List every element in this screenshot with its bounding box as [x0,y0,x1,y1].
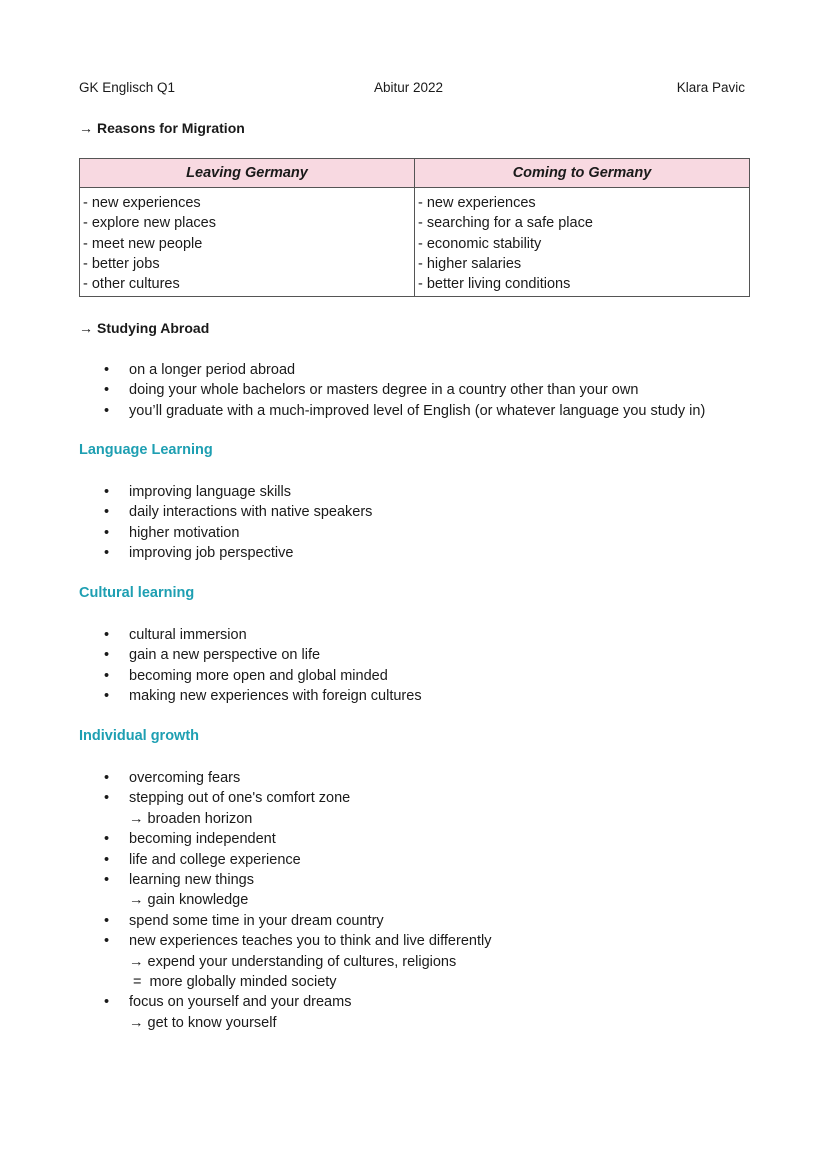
bullet-icon: • [104,994,110,1011]
list-item: • higher motivation [104,523,372,543]
leaving-item: - explore new places [83,215,216,232]
leaving-item: - better jobs [83,255,160,272]
list-item: • becoming more open and global minded [104,666,422,686]
bullet-icon: • [104,831,110,848]
bullet-icon: • [104,504,110,521]
col-header-leaving: Leaving Germany [80,159,415,188]
bullet-icon: • [104,484,110,500]
bullet-icon: • [104,402,110,419]
reasons-heading [79,120,245,136]
page-header [79,80,745,98]
list-item: • focus on yourself and your dreams → get to know yourself [104,992,491,1033]
col-header-coming: Coming to Germany [415,159,750,188]
arrow-right-icon: → [79,320,93,336]
individual-list [104,768,491,1033]
sub-point: → get to know yourself [129,1014,277,1031]
list-item: • cultural immersion [104,625,422,645]
bullet-icon: • [104,647,110,664]
list-item: • stepping out of one's comfort zone → broaden horizon [104,788,491,829]
leaving-item: - meet new people [83,235,203,252]
language-list [104,482,372,564]
bullet-icon: • [104,770,110,786]
author-label: Klara Pavic [676,80,745,95]
coming-item: - new experiences [418,195,536,211]
bullet-icon: • [104,912,110,929]
bullet-icon: • [104,872,110,889]
list-item: • spend some time in your dream country [104,911,491,931]
sub-point: = more globally minded society [129,974,337,991]
bullet-icon: • [104,382,110,399]
bullet-icon: • [104,524,110,541]
list-item: • improving job perspective [104,543,372,563]
coming-item: - economic stability [418,235,542,252]
course-label: GK Englisch Q1 [79,80,176,95]
list-item: • gain a new perspective on life [104,645,422,665]
coming-cell [415,188,750,297]
individual-growth-heading: Individual growth [79,728,200,744]
bullet-icon: • [104,933,110,950]
cultural-list [104,625,422,707]
list-item: • life and college experience [104,850,491,870]
reasons-title: Reasons for Migration [97,120,245,136]
leaving-item: - other cultures [83,276,180,293]
list-item: • doing your whole bachelors or masters degree in a country other than your own [104,380,705,400]
arrow-right-icon: → [79,120,93,136]
leaving-item: - new experiences [83,195,201,211]
migration-reasons-table [79,158,750,297]
list-item: • learning new things → gain knowledge [104,870,491,911]
sub-point: → gain knowledge [129,892,249,909]
list-item: • overcoming fears [104,768,491,788]
studying-title: Studying Abroad [97,320,210,336]
bullet-icon: • [104,790,110,807]
leaving-cell [80,188,415,297]
sub-point: → expend your understanding of cultures, religions [129,953,457,970]
exam-label: Abitur 2022 [374,80,444,95]
list-item: • improving language skills [104,482,372,502]
list-item: • daily interactions with native speakers [104,502,372,522]
sub-point: → broaden horizon [129,810,253,827]
bullet-icon: • [104,688,110,705]
bullet-icon: • [104,667,110,684]
cultural-learning-heading: Cultural learning [79,585,195,601]
studying-list [104,360,705,421]
coming-item: - searching for a safe place [418,215,593,232]
studying-heading [79,320,209,336]
bullet-icon: • [104,545,110,562]
bullet-icon: • [104,627,110,643]
list-item: • new experiences teaches you to think and live differently → expend your understanding of cultures, religions = more globally minded society [104,931,491,992]
list-item: • becoming independent [104,829,491,849]
coming-item: - higher salaries [418,255,522,272]
bullet-icon: • [104,851,110,868]
list-item: • you’ll graduate with a much-improved level of English (or whatever language you study in) [104,401,705,421]
bullet-icon: • [104,362,110,378]
coming-item: - better living conditions [418,276,571,293]
list-item: • making new experiences with foreign cultures [104,686,422,706]
list-item: • on a longer period abroad [104,360,705,380]
language-learning-heading: Language Learning [79,442,213,458]
